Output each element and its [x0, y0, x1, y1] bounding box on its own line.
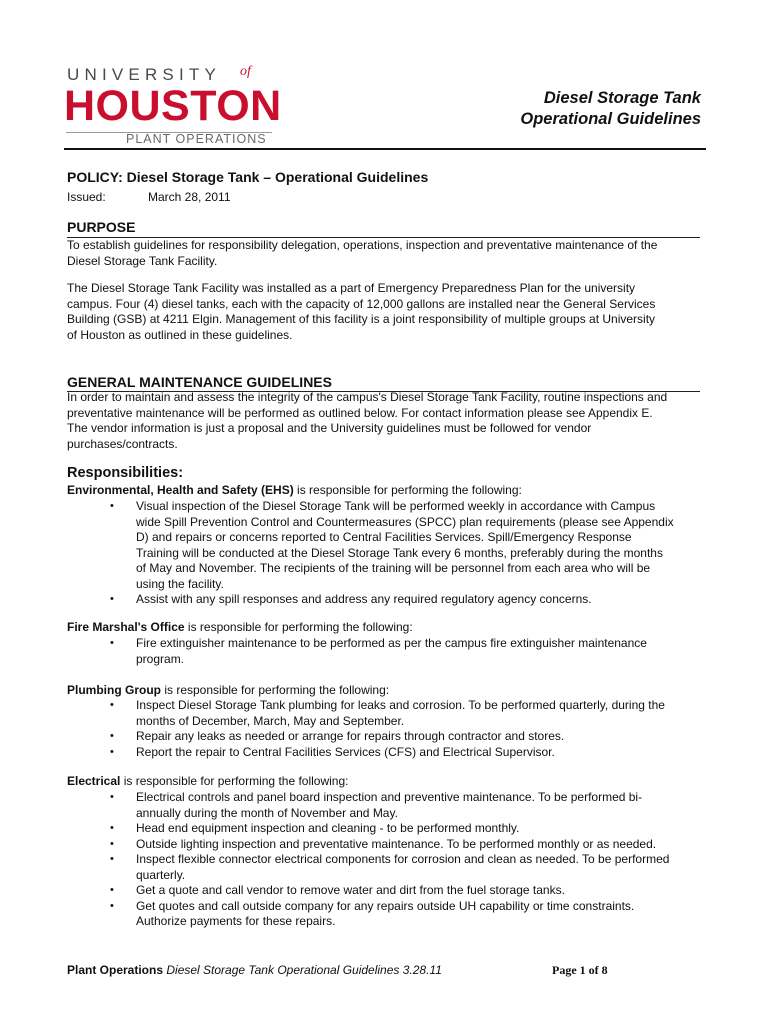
fire-marshal-name: Fire Marshal's Office — [67, 620, 185, 634]
list-item: • Inspect flexible connector electrical components for corrosion and clean as needed. To be performed quarterly. — [110, 852, 710, 883]
fire-marshal-intro: Fire Marshal's Office is responsible for performing the following: — [67, 620, 413, 634]
list-item: • Assist with any spill responses and address any required regulatory agency concerns. — [110, 592, 710, 608]
purpose-paragraph-1: To establish guidelines for responsibility delegation, operations, inspection and preventative maintenance of the Diesel Storage Tank Facility. — [67, 238, 658, 268]
plumbing-list — [110, 698, 710, 760]
footer-org: Plant Operations — [67, 963, 164, 977]
ehs-intro: Environmental, Health and Safety (EHS) is responsible for performing the following: — [67, 483, 522, 497]
responsibilities-heading: Responsibilities: — [67, 465, 184, 481]
fire-marshal-list — [110, 636, 710, 667]
university-logo — [64, 62, 284, 150]
electrical-list — [110, 790, 710, 930]
list-item: • Repair any leaks as needed or arrange for repairs through contractor and stores. — [110, 729, 710, 745]
list-item: • Report the repair to Central Facilities Services (CFS) and Electrical Supervisor. — [110, 745, 710, 761]
document-header-title — [520, 88, 701, 130]
logo-of-text: of — [240, 64, 251, 79]
policy-title: POLICY: Diesel Storage Tank – Operational Guidelines — [67, 169, 429, 185]
header-divider — [64, 148, 706, 150]
page-footer — [67, 963, 442, 977]
footer-document-title: Diesel Storage Tank Operational Guidelines 3.28.11 — [163, 963, 442, 977]
electrical-name: Electrical — [67, 774, 121, 788]
ehs-list — [110, 499, 710, 608]
list-item: • Visual inspection of the Diesel Storage Tank will be performed weekly in accordance with Campus wide Spill Prevention Control and Countermeasures (SPCC) plan requirements (please see Appendix D) and repairs or concerns reported to Central Facilities Services. Spill/Emergency Response Training will be conducted at the Diesel Storage Tank every 6 months, preferably during the months of May and November. The recipients of the training will be personnel from each area who will be using the facility. — [110, 499, 710, 592]
page-number: Page 1 of 8 — [552, 963, 608, 977]
header-title-line1: Diesel Storage Tank — [543, 89, 701, 107]
maintenance-heading: GENERAL MAINTENANCE GUIDELINES — [67, 374, 332, 390]
ehs-name: Environmental, Health and Safety (EHS) — [67, 483, 294, 497]
issued-date: March 28, 2011 — [148, 190, 231, 204]
header-title-line2: Operational Guidelines — [520, 110, 701, 128]
list-item: • Fire extinguisher maintenance to be performed as per the campus fire extinguisher maintenance program. — [110, 636, 710, 667]
purpose-heading: PURPOSE — [67, 219, 136, 235]
list-item: • Get quotes and call outside company for any repairs outside UH capability or time constraints. Authorize payments for these repairs. — [110, 899, 710, 930]
logo-plant-operations-text: PLANT OPERATIONS — [126, 132, 267, 146]
logo-university-text: UNIVERSITY — [67, 65, 222, 84]
list-item: • Head end equipment inspection and cleaning - to be performed monthly. — [110, 821, 710, 837]
plumbing-name: Plumbing Group — [67, 683, 161, 697]
list-item: • Inspect Diesel Storage Tank plumbing for leaks and corrosion. To be performed quarterly, during the months of December, March, May and September. — [110, 698, 710, 729]
list-item: • Outside lighting inspection and preventative maintenance. To be performed monthly or as needed. — [110, 837, 710, 853]
plumbing-intro: Plumbing Group is responsible for performing the following: — [67, 683, 390, 697]
list-item: • Get a quote and call vendor to remove water and dirt from the fuel storage tanks. — [110, 883, 710, 899]
maintenance-paragraph: In order to maintain and assess the integrity of the campus's Diesel Storage Tank Facility, routine inspections and preventative maintenance will be performed as outlined below. For contact information please see Appendix E. The vendor information is just a proposal and the University guidelines must be followed for vendor purchases/contracts. — [67, 390, 668, 451]
electrical-intro: Electrical is responsible for performing the following: — [67, 774, 349, 788]
issued-label: Issued: — [67, 190, 106, 204]
list-item: • Electrical controls and panel board inspection and preventive maintenance. To be performed bi- annually during the month of November and May. — [110, 790, 710, 821]
purpose-paragraph-2: The Diesel Storage Tank Facility was installed as a part of Emergency Preparedness Plan for the university campus. Four (4) diesel tanks, each with the capacity of 12,000 gallons are installed near the General Services Building (GSB) at 4211 Elgin. Management of this facility is a joint responsibility of multiple groups at University of Houston as outlined in these guidelines. — [67, 281, 656, 342]
logo-houston-text: HOUSTON — [64, 82, 282, 130]
